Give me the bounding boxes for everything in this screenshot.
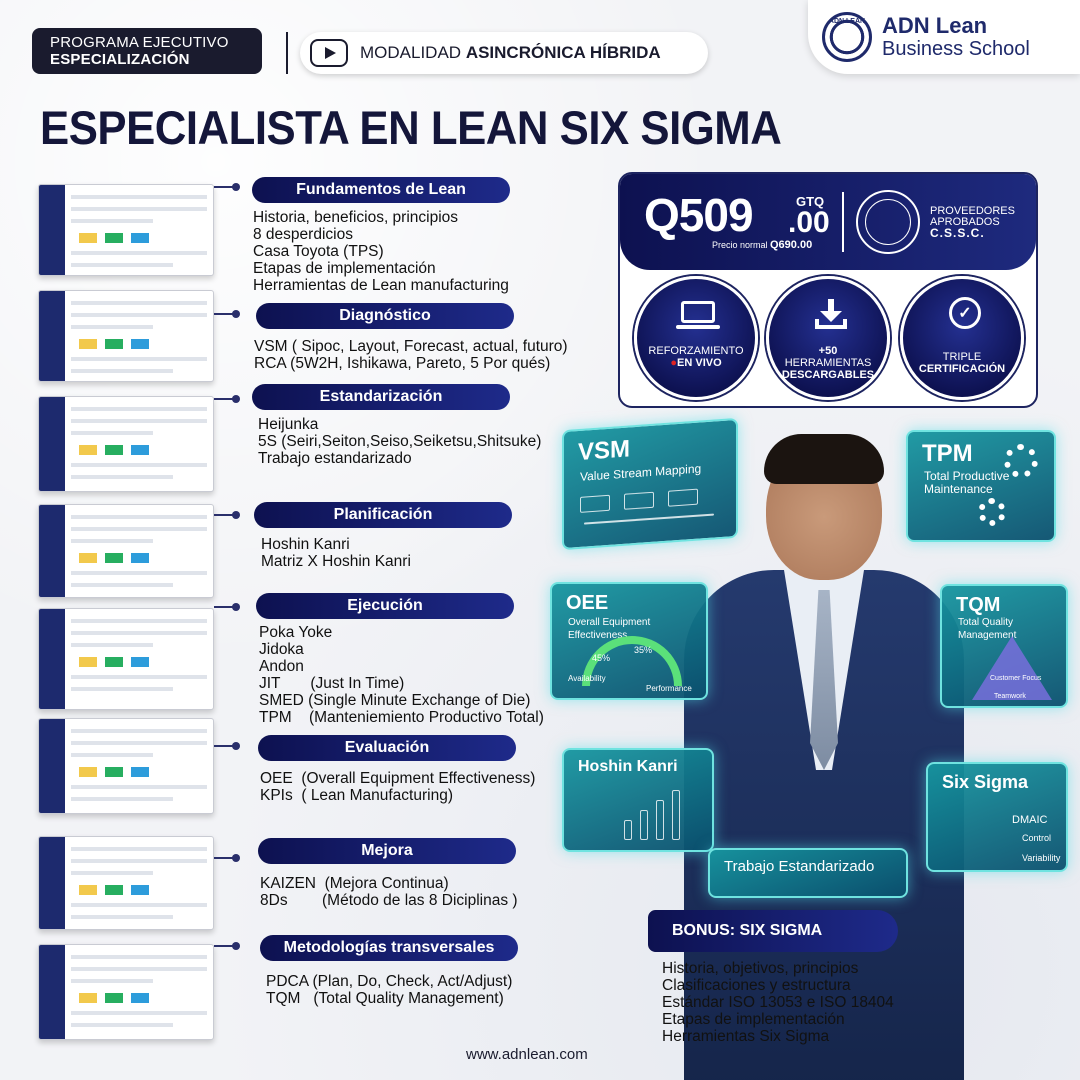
module-item: JIT (Just In Time) bbox=[259, 675, 405, 692]
module-item: Casa Toyota (TPS) bbox=[253, 243, 384, 260]
module-item: Hoshin Kanri bbox=[261, 536, 350, 553]
module-item: 5S (Seiri,Seiton,Seiso,Seiketsu,Shitsuke) bbox=[258, 433, 542, 450]
feature-live-reinforcement: REFORZAMIENTO ●EN VIVO bbox=[634, 276, 758, 400]
module-title: Evaluación bbox=[258, 735, 516, 761]
module-item: Trabajo estandarizado bbox=[258, 450, 412, 467]
page-title: ESPECIALISTA EN LEAN SIX SIGMA bbox=[40, 101, 782, 154]
video-play-icon bbox=[310, 39, 348, 67]
module-connector bbox=[214, 514, 236, 516]
module-screenshot-thumb bbox=[38, 396, 214, 492]
module-item: Poka Yoke bbox=[259, 624, 333, 641]
normal-price-value: Q690.00 bbox=[770, 239, 813, 251]
module-item: SMED (Single Minute Exchange of Die) bbox=[259, 692, 531, 709]
module-connector bbox=[214, 398, 236, 400]
module-screenshot-thumb bbox=[38, 944, 214, 1040]
module-item: Heijunka bbox=[258, 416, 319, 433]
price-header bbox=[620, 174, 1036, 270]
module-items bbox=[258, 416, 541, 467]
module-item: RCA (5W2H, Ishikawa, Pareto, 5 Por qués) bbox=[254, 355, 551, 372]
module-screenshot-thumb bbox=[38, 504, 214, 598]
module-connector bbox=[214, 745, 236, 747]
module-items bbox=[259, 624, 544, 726]
module-item: KPIs ( Lean Manufacturing) bbox=[260, 787, 453, 804]
price-panel bbox=[618, 172, 1038, 408]
hologram-hoshin-kanri: Hoshin Kanri bbox=[562, 748, 714, 852]
module-connector bbox=[214, 945, 236, 947]
module-item: VSM ( Sipoc, Layout, Forecast, actual, futuro) bbox=[254, 338, 568, 355]
module-item: Matriz X Hoshin Kanri bbox=[261, 553, 411, 570]
price-amount: Q509 bbox=[644, 189, 753, 241]
module-screenshot-thumb bbox=[38, 608, 214, 710]
price-divider bbox=[842, 192, 844, 252]
module-connector bbox=[214, 606, 236, 608]
certificate-badge-icon: ✓ bbox=[949, 297, 981, 329]
module-item: OEE (Overall Equipment Effectiveness) bbox=[260, 770, 536, 787]
brand-name: ADN Lean bbox=[882, 13, 988, 38]
download-icon bbox=[815, 299, 847, 331]
feature-triple-certification: ✓ TRIPLE CERTIFICACIÓN bbox=[900, 276, 1024, 400]
laptop-graduation-icon bbox=[681, 301, 715, 323]
module-items bbox=[260, 875, 518, 909]
gear-icon bbox=[1004, 444, 1038, 478]
hologram-trabajo-estandarizado: Trabajo Estandarizado bbox=[708, 848, 908, 898]
module-screenshot-thumb bbox=[38, 836, 214, 930]
module-title: Planificación bbox=[254, 502, 512, 528]
header-divider bbox=[286, 32, 288, 74]
modalidad-pill bbox=[300, 32, 708, 74]
module-title: Estandarización bbox=[252, 384, 510, 410]
hologram-oee: OEE Overall Equipment Effectiveness 45% 35% Availability Performance bbox=[550, 582, 708, 700]
bonus-list bbox=[662, 960, 894, 1045]
cssc-seal-icon bbox=[856, 190, 920, 254]
hologram-tqm: TQM Total Quality Management Customer Focus Teamwork bbox=[940, 584, 1068, 708]
program-line-1: PROGRAMA EJECUTIVO bbox=[50, 34, 229, 51]
module-item: KAIZEN (Mejora Continua) bbox=[260, 875, 449, 892]
module-connector bbox=[214, 313, 236, 315]
bonus-title: BONUS: SIX SIGMA bbox=[648, 910, 898, 952]
bonus-item: Historia, objetivos, principios bbox=[662, 960, 859, 977]
hologram-tpm: TPM Total Productive Maintenance bbox=[906, 430, 1056, 542]
module-item: 8Ds (Método de las 8 Diciplinas ) bbox=[260, 892, 518, 909]
normal-price-label: Precio normal bbox=[712, 240, 768, 250]
module-title: Fundamentos de Lean bbox=[252, 177, 510, 203]
hologram-vsm: VSM Value Stream Mapping bbox=[562, 418, 738, 550]
module-items bbox=[253, 209, 509, 294]
module-title: Metodologías transversales bbox=[260, 935, 518, 961]
module-item: Herramientas de Lean manufacturing bbox=[253, 277, 509, 294]
module-items bbox=[254, 338, 568, 372]
price-cents: .00 bbox=[788, 206, 830, 239]
module-screenshot-thumb bbox=[38, 290, 214, 382]
brand-logo-block[interactable] bbox=[808, 0, 1080, 74]
module-title: Ejecución bbox=[256, 593, 514, 619]
bonus-item: Clasificaciones y estructura bbox=[662, 977, 851, 994]
module-connector bbox=[214, 857, 236, 859]
program-badge bbox=[32, 28, 262, 74]
module-items bbox=[260, 770, 535, 804]
hologram-six-sigma: Six Sigma DMAIC Control Variability bbox=[926, 762, 1068, 872]
module-item: Etapas de implementación bbox=[253, 260, 436, 277]
modalidad-text: MODALIDAD ASINCRÓNICA HÍBRIDA bbox=[360, 43, 661, 62]
module-item: Andon bbox=[259, 658, 304, 675]
module-items bbox=[261, 536, 411, 570]
module-item: Historia, beneficios, principios bbox=[253, 209, 459, 226]
module-item: TPM (Manteniemiento Productivo Total) bbox=[259, 709, 544, 726]
price-currency: GTQ bbox=[796, 194, 825, 209]
adn-lean-seal-icon: ADN LEAN bbox=[822, 12, 872, 62]
provider-text: PROVEEDORES APROBADOS C.S.S.C. bbox=[930, 205, 1015, 240]
module-item: TQM (Total Quality Management) bbox=[266, 990, 504, 1007]
brand-subtitle: Business School bbox=[882, 38, 1030, 60]
feature-downloadable-tools: +50 HERRAMIENTAS DESCARGABLES bbox=[766, 276, 890, 400]
module-item: PDCA (Plan, Do, Check, Act/Adjust) bbox=[266, 973, 513, 990]
module-item: Jidoka bbox=[259, 641, 304, 658]
bonus-item: Estándar ISO 13053 e ISO 18404 bbox=[662, 994, 894, 1011]
module-screenshot-thumb bbox=[38, 184, 214, 276]
program-line-2: ESPECIALIZACIÓN bbox=[50, 51, 190, 68]
bonus-item: Herramientas Six Sigma bbox=[662, 1028, 830, 1045]
bonus-item: Etapas de implementación bbox=[662, 1011, 845, 1028]
module-item: 8 desperdicios bbox=[253, 226, 353, 243]
module-title: Mejora bbox=[258, 838, 516, 864]
module-items bbox=[266, 973, 512, 1007]
gear-icon bbox=[978, 498, 1006, 526]
module-screenshot-thumb bbox=[38, 718, 214, 814]
module-connector bbox=[214, 186, 236, 188]
module-title: Diagnóstico bbox=[256, 303, 514, 329]
website-link[interactable]: www.adnlean.com bbox=[466, 1046, 588, 1063]
